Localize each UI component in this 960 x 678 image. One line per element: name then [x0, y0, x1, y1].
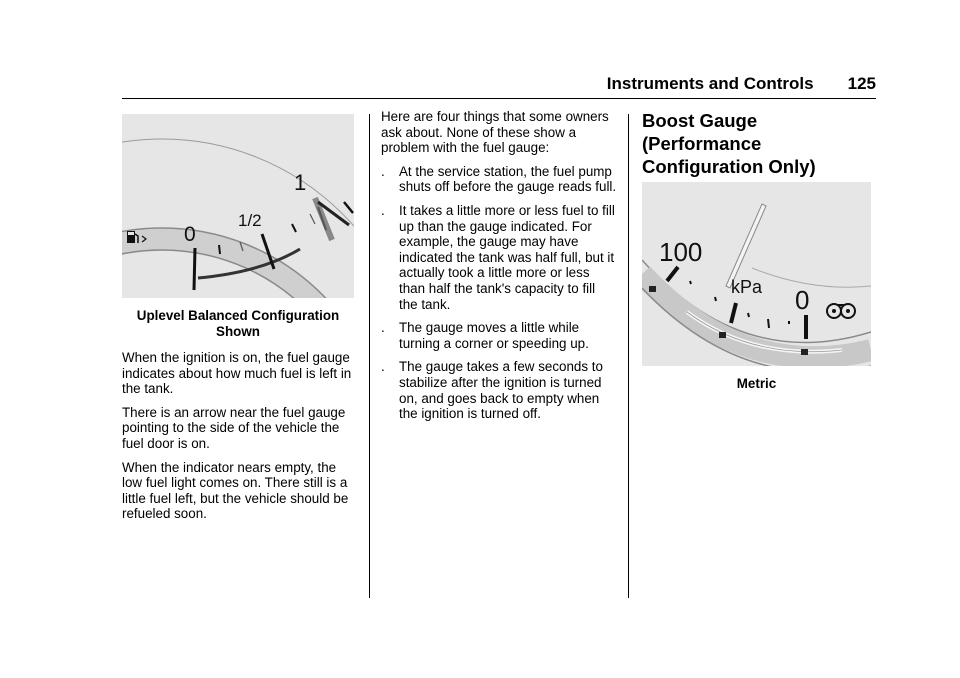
- paragraph: When the indicator nears empty, the low fuel light comes on. There still is a little fuel left, but the vehicle should be refueled soon.: [122, 459, 349, 522]
- list-item-text: At the service station, the fuel pump shuts off before the gauge reads full.: [399, 163, 617, 195]
- boost-gauge-caption: Metric: [736, 376, 777, 391]
- page-number: 125: [847, 74, 876, 93]
- list-item: [381, 164, 617, 195]
- bullet-marker: .: [381, 163, 385, 179]
- column-divider-left: [369, 114, 370, 598]
- bullet-marker: .: [381, 202, 385, 218]
- list-item: [381, 359, 617, 421]
- paragraph: There is an arrow near the fuel gauge pointing to the side of the vehicle the fuel door is on.: [122, 404, 346, 451]
- paragraph: When the ignition is on, the fuel gauge indicates about how much fuel is left in the tank.: [122, 350, 352, 397]
- boost-gauge-heading: Boost Gauge (Performance Configuration Only): [642, 110, 816, 177]
- middle-column: [381, 109, 617, 430]
- fuel-empty-label: 0: [184, 223, 196, 246]
- bullet-marker: .: [381, 359, 385, 375]
- list-item-text: The gauge moves a little while turning a corner or speeding up.: [399, 320, 589, 351]
- header-divider: [122, 98, 876, 99]
- boost-unit-label: kPa: [731, 277, 763, 297]
- list-item-text: It takes a little more or less fuel to fill up than the gauge indicated. For example, the gauge may have indicated the tank was half full, but it actually took a little more or less than half the tank's capacity to fill the tank.: [399, 202, 615, 312]
- fuel-gauge-illustration: [122, 114, 354, 298]
- column-divider-right: [628, 114, 629, 598]
- fuel-full-label: 1: [294, 170, 307, 195]
- boost-0-label: 0: [795, 285, 810, 315]
- boost-100-label: 100: [659, 237, 703, 267]
- left-column: [122, 114, 354, 530]
- list-item-text: The gauge takes a few seconds to stabilize after the ignition is turned on, and goes back to empty when the ignition is turned off.: [399, 359, 603, 422]
- bullet-marker: .: [381, 320, 385, 336]
- boost-gauge-figure: [642, 182, 871, 392]
- page-header: [122, 74, 876, 94]
- boost-gauge-illustration: [642, 182, 871, 366]
- section-title: Instruments and Controls: [606, 74, 814, 93]
- fuel-gauge-caption: Uplevel Balanced Configuration Shown: [136, 308, 340, 339]
- intro-paragraph: Here are four things that some owners ask about. None of these show a problem with the fuel gauge:: [381, 109, 609, 156]
- list-item: [381, 320, 617, 351]
- fuel-half-label: 1/2: [238, 211, 262, 230]
- list-item: [381, 203, 617, 312]
